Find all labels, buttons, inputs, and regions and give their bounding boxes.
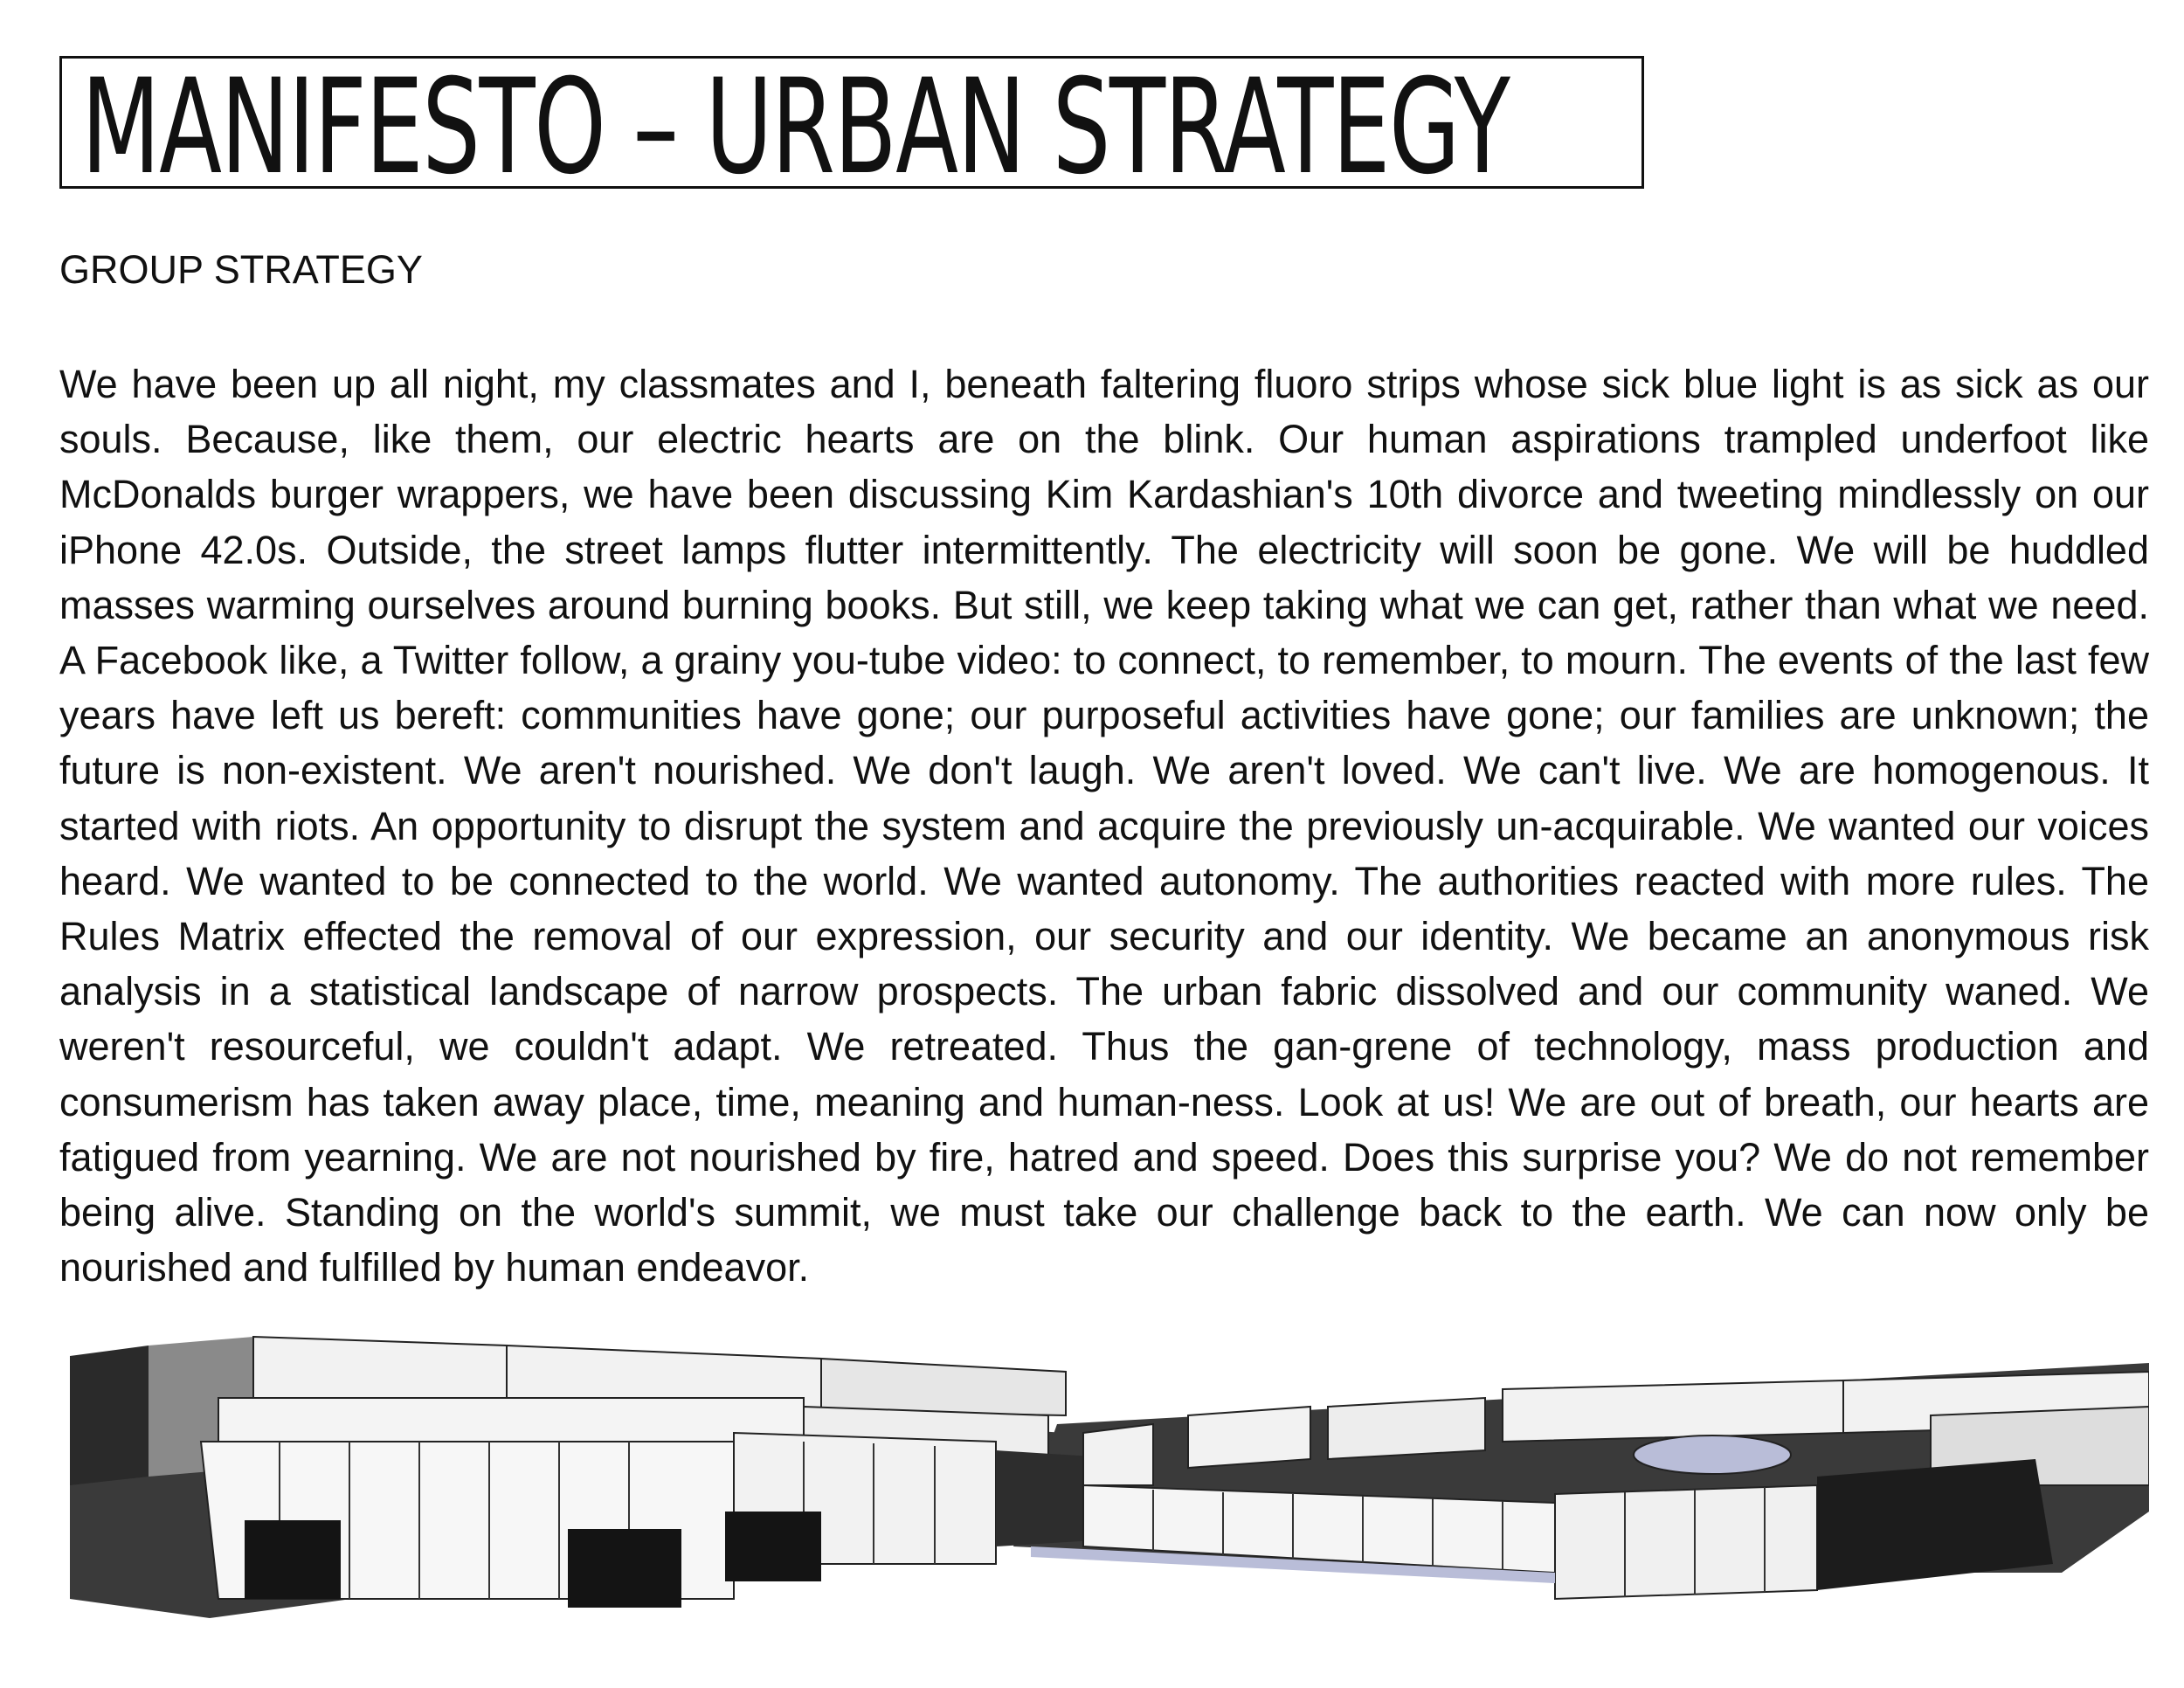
page-title: MANIFESTO – URBAN STRATEGY [81, 56, 1510, 189]
building-block [1328, 1398, 1485, 1459]
building-block [1555, 1485, 1817, 1599]
building-block [1188, 1407, 1310, 1468]
section-heading: GROUP STRATEGY [59, 247, 423, 292]
shadow-block [245, 1520, 341, 1599]
shadow-block [568, 1529, 681, 1608]
building-block [70, 1346, 149, 1485]
building-block [1503, 1380, 1843, 1442]
plaza [1634, 1435, 1791, 1474]
building-block [821, 1359, 1066, 1415]
shadow-block [725, 1512, 821, 1581]
building-block [1083, 1424, 1153, 1485]
urban-model-illustration [52, 1311, 2149, 1660]
title-box [59, 56, 1644, 189]
building-block [253, 1337, 507, 1398]
manifesto-body: We have been up all night, my classmates and I, beneath faltering fluoro strips whose sick blue light is as sick as our souls. Because, like them, our electric hearts are on the blink. Our human aspirations trampled underfoot like McDonalds burger wrappers, we have been discussing Kim Kardashian's 10th divorce and tweeting mindlessly on our iPhone 42.0s. Outside, the street lamps flutter intermittently. The electricity will soon be gone. We will be huddled masses warming ourselves around burning books. But still, we keep taking what we can get, rather than what we need. A Facebook like, a Twitter follow, a grainy you-tube video: to connect, to remember, to mourn. The events of the last few years have left us bereft: communities have gone; our purposeful activities have gone; our families are unknown; the future is non-existent. We aren't nourished. We don't laugh. We aren't loved. We can't live. We are homogenous. It started with riots. An opportunity to disrupt the system and acquire the previously un-acquirable. We wanted our voices heard. We wanted to be connected to the world. We wanted autonomy. The authorities reacted with more rules. The Rules Matrix effected the removal of our expression, our security and our identity. We became an anonymous risk analysis in a statistical landscape of narrow prospects. The urban fabric dissolved and our community waned. We weren't resourceful, we couldn't adapt. We retreated. Thus the gan-grene of technology, mass production and consumerism has taken away place, time, meaning and human-ness. Look at us! We are out of breath, our hearts are fatigued from yearning. We are not nourished by fire, hatred and speed. Does this surprise you? We do not remember being alive. Standing on the world's summit, we must take our challenge back to the earth. We can now only be nourished and fulfilled by human endeavor. [59, 362, 2149, 1290]
